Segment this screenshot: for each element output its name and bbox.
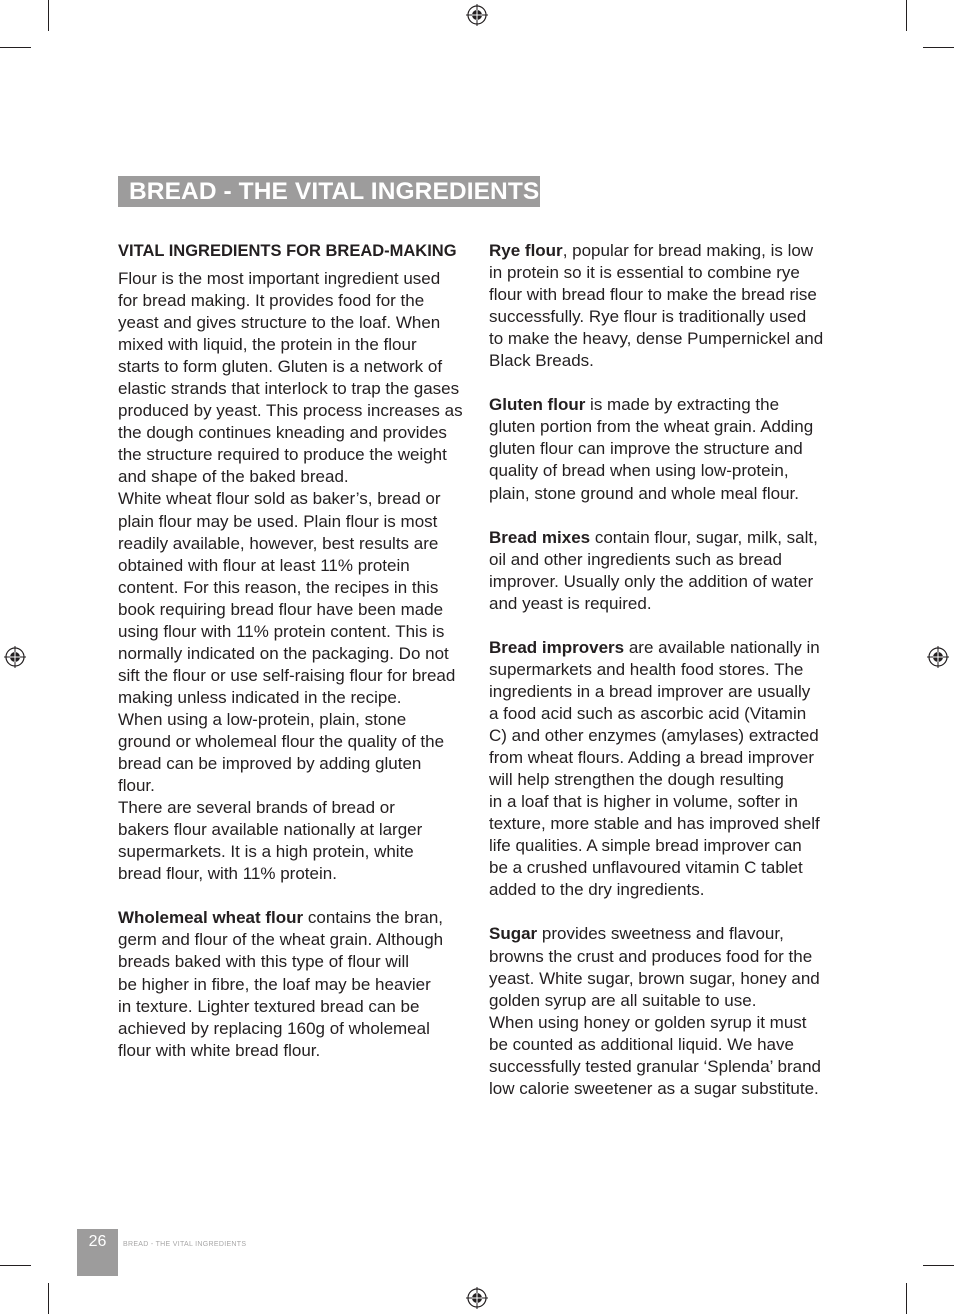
text-line: plain flour may be used. Plain flour is most [118, 511, 438, 531]
text-line: using flour with 11% protein content. This is [118, 621, 445, 641]
page-number: 26 [88, 1233, 107, 1250]
registration-mark-icon [4, 646, 26, 668]
term-description: , popular for bread making, is low [562, 241, 814, 260]
text-line: sift the flour or use self-raising flour for bread [118, 665, 456, 685]
text-line: When using a low-protein, plain, stone [118, 709, 407, 729]
text-line: C) and other enzymes (amylases) extracted [489, 726, 819, 746]
text-line: improver. Usually only the addition of water [489, 571, 814, 591]
text-line: golden syrup are all suitable to use. [489, 990, 757, 1010]
text-line: from wheat flours. Adding a bread improver [489, 748, 815, 768]
text-line: in protein so it is essential to combine rye [489, 263, 800, 283]
crop-mark [923, 47, 954, 48]
wholemeal-paragraph [118, 907, 468, 1061]
text-line: the structure required to produce the weight [118, 445, 447, 465]
paragraph-gap [489, 615, 834, 637]
page-title: BREAD - THE VITAL INGREDIENTS [129, 178, 540, 205]
text-line: a food acid such as ascorbic acid (Vitamin [489, 703, 807, 723]
text-line: book requiring bread flour have been made [118, 599, 444, 619]
text-line: be higher in fibre, the loaf may be heavier [118, 974, 431, 994]
text-line: produced by yeast. This process increases as [118, 401, 463, 421]
text-line: be counted as additional liquid. We have [489, 1034, 794, 1054]
text-line: ground or wholemeal flour the quality of the [118, 731, 445, 751]
term-description: provides sweetness and flavour, [537, 924, 784, 944]
text-line: life qualities. A simple bread improver can [489, 836, 802, 856]
text-line: supermarkets and health food stores. The [489, 659, 804, 679]
text-line [489, 240, 834, 262]
text-line: and yeast is required. [489, 593, 652, 613]
text-line: added to the dry ingredients. [489, 880, 705, 900]
text-line: gluten flour can improve the structure and [489, 439, 803, 459]
term-description: are available nationally in [624, 637, 820, 657]
text-line: yeast and gives structure to the loaf. When [118, 313, 441, 333]
text-line: be a crushed unflavoured vitamin C tablet [489, 858, 803, 878]
section-heading: VITAL INGREDIENTS FOR BREAD-MAKING [118, 242, 457, 260]
term-description: contain flour, sugar, milk, salt, [590, 527, 818, 547]
text-line: mixed with liquid, the protein in the flour [118, 335, 417, 355]
text-line: flour with white bread flour. [118, 1040, 321, 1060]
crop-mark [923, 1265, 954, 1266]
text-line: germ and flour of the wheat grain. Although [118, 930, 444, 950]
text-line: browns the crust and produces food for the [489, 946, 813, 966]
text-line: successfully tested granular ‘Splenda’ brand [489, 1056, 822, 1076]
crop-mark [0, 1265, 31, 1266]
term-label: Bread mixes [489, 527, 591, 547]
text-line: in texture. Lighter textured bread can be [118, 996, 420, 1016]
text-line: supermarkets. It is a high protein, white [118, 842, 414, 862]
paragraph-gap [489, 901, 834, 923]
registration-mark-icon [466, 4, 488, 26]
text-line: There are several brands of bread or [118, 798, 395, 818]
text-line: obtained with flour at least 11% protein [118, 555, 410, 575]
crop-mark [48, 1283, 49, 1314]
text-line: Flour is the most important ingredient used [118, 269, 441, 288]
text-line: quality of bread when using low-protein, [489, 461, 789, 481]
text-line: elastic strands that interlock to trap the gases [118, 379, 460, 399]
text-line: gluten portion from the wheat grain. Adding [489, 417, 814, 437]
registration-mark-icon [466, 1287, 488, 1309]
term-label: Sugar [489, 924, 538, 944]
text-line: ingredients in a bread improver are usually [489, 681, 811, 701]
registration-mark-icon [927, 646, 949, 668]
term-label: Bread improvers [489, 637, 625, 657]
paragraph-gap [489, 505, 834, 527]
text-line: the dough continues kneading and provides [118, 423, 447, 443]
text-line: oil and other ingredients such as bread [489, 549, 782, 569]
page-title-banner [118, 176, 540, 207]
text-line: bakers flour available nationally at larger [118, 820, 423, 840]
paragraph-gap [489, 372, 834, 394]
text-line: content. For this reason, the recipes in this [118, 577, 439, 597]
text-line [489, 923, 834, 945]
text-line: texture, more stable and has improved shelf [489, 814, 820, 834]
text-line: Black Breads. [489, 351, 594, 371]
text-line: starts to form gluten. Gluten is a network of [118, 357, 443, 377]
term-description: is made by extracting the [585, 395, 780, 415]
text-line [489, 527, 834, 549]
text-line: will help strengthen the dough resulting [489, 770, 784, 790]
right-column [489, 240, 834, 1100]
term-label: Rye flour [489, 241, 563, 260]
crop-mark [906, 1283, 907, 1314]
rye-flour-paragraph [489, 240, 834, 372]
text-line: making unless indicated in the recipe. [118, 687, 402, 707]
term-label: Wholemeal wheat flour [118, 908, 304, 928]
sugar-paragraph [489, 923, 834, 1099]
text-line: and shape of the baked bread. [118, 467, 349, 487]
text-line: low calorie sweetener as a sugar substitute. [489, 1078, 819, 1098]
bread-mixes-paragraph [489, 527, 834, 615]
page-number-box [77, 1229, 118, 1276]
text-line: bread flour, with 11% protein. [118, 864, 337, 884]
text-line [489, 394, 834, 416]
running-footer-title: BREAD - THE VITAL INGREDIENTS [123, 1241, 247, 1248]
text-line: readily available, however, best results are [118, 533, 439, 553]
text-line: yeast. White sugar, brown sugar, honey and [489, 968, 820, 988]
text-line: for bread making. It provides food for the [118, 291, 425, 311]
text-line: successfully. Rye flour is traditionally used [489, 307, 807, 327]
bread-improvers-paragraph [489, 637, 834, 902]
crop-mark [0, 47, 31, 48]
crop-mark [906, 0, 907, 31]
text-line: flour with bread flour to make the bread rise [489, 285, 817, 305]
text-line: to make the heavy, dense Pumpernickel and [489, 329, 824, 349]
text-line: When using honey or golden syrup it must [489, 1012, 807, 1032]
term-description: contains the bran, [303, 908, 444, 928]
text-line: plain, stone ground and whole meal flour. [489, 483, 799, 503]
intro-paragraphs [118, 268, 468, 885]
text-line: bread can be improved by adding gluten [118, 754, 422, 774]
text-line: White wheat flour sold as baker’s, bread or [118, 489, 441, 509]
crop-mark [48, 0, 49, 31]
text-line [118, 907, 468, 929]
left-column [118, 240, 468, 1062]
text-line: flour. [118, 776, 155, 796]
gluten-flour-paragraph [489, 394, 834, 504]
text-line: normally indicated on the packaging. Do not [118, 643, 449, 663]
text-line: breads baked with this type of flour will [118, 952, 410, 972]
text-line [489, 637, 834, 659]
term-label: Gluten flour [489, 395, 586, 415]
text-line: achieved by replacing 160g of wholemeal [118, 1018, 430, 1038]
paragraph-gap [118, 885, 468, 907]
text-line: in a loaf that is higher in volume, softer in [489, 792, 798, 812]
